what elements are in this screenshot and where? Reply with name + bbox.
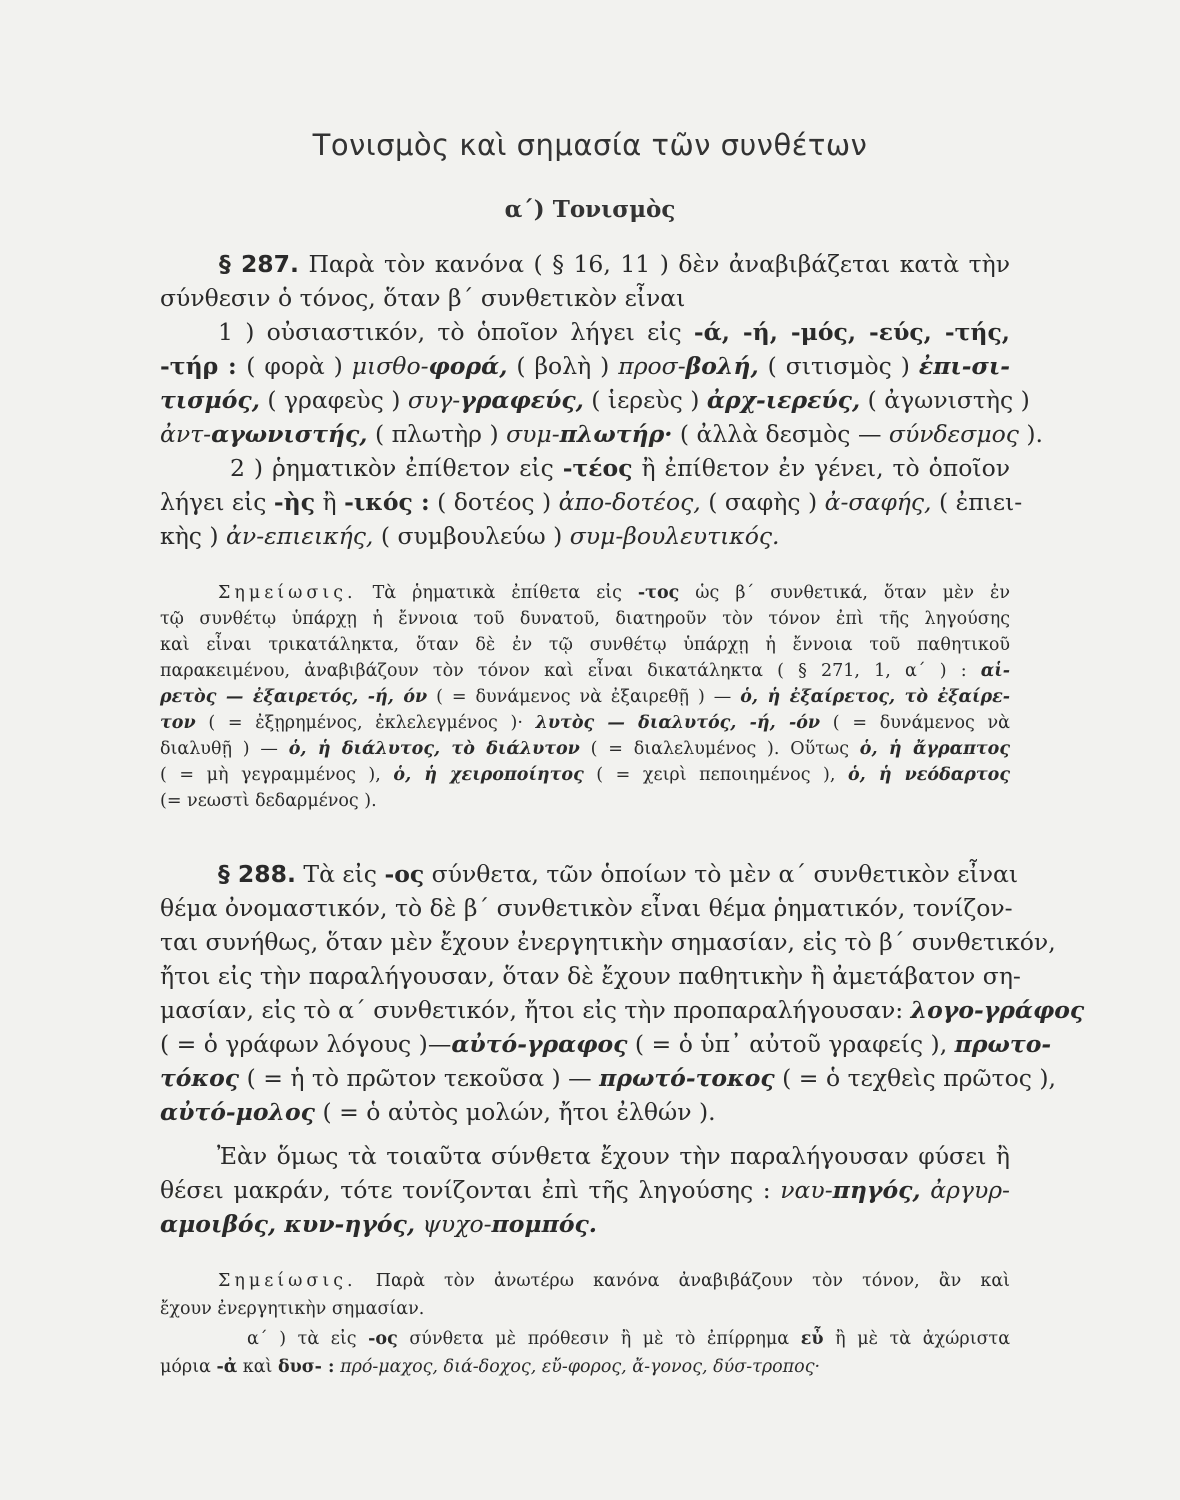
- s288-line-2: θέμα ὀνομαστικόν, τὸ δὲ β΄ συνθετικὸν εἶναι θέμα ῥηματικόν, τονίζον-: [160, 894, 1013, 922]
- s287-line-5: τισμός, ( γραφεὺς ) συγ-γραφεύς, ( ἱερεὺς ) ἀρχ-ιερεύς, ( ἀγωνιστὴς ): [160, 386, 1030, 414]
- s288-line-6: ( = ὁ γράφων λόγους )—αὐτό-γραφος ( = ὁ ὑπ᾽ αὐτοῦ γραφείς ), πρωτο-: [160, 1030, 1052, 1058]
- section-subtitle: α΄) Τονισμὸς: [504, 196, 676, 223]
- s287-line-6: ἀντ-αγωνιστής, ( πλωτὴρ ) συμ-πλωτήρ· ( ἀλλὰ δεσμὸς — σύνδεσμος ).: [160, 420, 1044, 448]
- s288-line-10: θέσει μακράν, τότε τονίζονται ἐπὶ τῆς ληγούσης : ναυ-πηγός, ἀργυρ-: [160, 1176, 1010, 1204]
- s287-line-1: § 287. Παρὰ τὸν κανόνα ( § 16, 11 ) δὲν ἀναβιβάζεται κατὰ τὴν: [219, 250, 1010, 278]
- page-title: Τονισμὸς καὶ σημασία τῶν συνθέτων: [312, 128, 868, 162]
- section-number: § 287.: [219, 250, 299, 278]
- note1-line-8: ( = μὴ γεγραμμένος ), ὁ, ἡ χειροποίητος ( = χειρὶ πεποιημένος ), ὁ, ἡ νεόδαρτος: [160, 765, 1010, 785]
- note1-line-4: παρακειμένου, ἀναβιβάζουν τὸν τόνον καὶ εἶναι δικατάληκτα ( § 271, 1, α΄ ) : αἱ-: [160, 661, 1010, 681]
- s288-line-8: αὐτό-μολος ( = ὁ αὐτὸς μολών, ἤτοι ἐλθών ).: [160, 1098, 716, 1126]
- section-number: § 288.: [218, 860, 296, 888]
- note2-line-1: Σημείωσις. Παρὰ τὸν ἀνωτέρω κανόνα ἀναβιβάζουν τὸν τόνον, ἂν καὶ: [218, 1271, 1010, 1291]
- note2-line-3: α΄ ) τὰ εἰς -ος σύνθετα μὲ πρόθεσιν ἢ μὲ τὸ ἐπίρρημα εὖ ἢ μὲ τὰ ἀχώριστα: [247, 1329, 1011, 1349]
- s287-line-8: λήγει εἰς -ὴς ἢ -ικός : ( δοτέος ) ἀπο-δοτέος, ( σαφὴς ) ἀ-σαφής, ( ἐπιει-: [160, 488, 1023, 516]
- s288-line-7: τόκος ( = ἡ τὸ πρῶτον τεκοῦσα ) — πρωτό-τοκος ( = ὁ τεχθεὶς πρῶτος ),: [160, 1064, 1056, 1092]
- s288-line-11: αμοιβός, κυν-ηγός, ψυχο-πομπός.: [160, 1210, 597, 1238]
- note1-line-7: διαλυθῇ ) — ὁ, ἡ διάλυτος, τὸ διάλυτον ( = διαλελυμένος ). Οὕτως ὁ, ἡ ἄγραπτος: [160, 739, 1010, 759]
- note1-line-6: τον ( = ἐξῃρημένος, ἐκλελεγμένος )· λυτὸς — διαλυτός, -ή, -όν ( = δυνάμενος νὰ: [160, 713, 1010, 733]
- s287-line-9: κὴς ) ἀν-επιεικής, ( συμβουλεύω ) συμ-βουλευτικός.: [160, 522, 780, 550]
- s288-line-5: μασίαν, εἰς τὸ α΄ συνθετικόν, ἤτοι εἰς τὴν προπαραλήγουσαν: λογο-γράφος: [160, 996, 1085, 1024]
- note2-line-4: μόρια -ἀ καὶ δυσ- : πρό-μαχος, διά-δοχος, εὔ-φορος, ἄ-γονος, δύσ-τροπος·: [160, 1357, 821, 1377]
- note-label: Σημείωσις.: [218, 1271, 357, 1291]
- s287-line-3: 1 ) οὐσιαστικόν, τὸ ὁποῖον λήγει εἰς -ά, -ή, -μός, -εύς, -τής,: [218, 318, 1010, 346]
- note1-line-1: Σημείωσις. Τὰ ῥηματικὰ ἐπίθετα εἰς -τος ὡς β΄ συνθετικά, ὅταν μὲν ἐν: [218, 583, 1010, 603]
- s287-line-4: -τήρ : ( φορὰ ) μισθο-φορά, ( βολὴ ) προσ-βολή, ( σιτισμὸς ) ἐπι-σι-: [160, 352, 1010, 380]
- s288-line-9: Ἐὰν ὅμως τὰ τοιαῦτα σύνθετα ἔχουν τὴν παραλήγουσαν φύσει ἢ: [217, 1142, 1010, 1170]
- note1-line-2: τῷ συνθέτῳ ὑπάρχῃ ἡ ἔννοια τοῦ δυνατοῦ, διατηροῦν τὸν τόνον ἐπὶ τῆς ληγούσης: [160, 609, 1010, 629]
- note1-line-5: ρετὸς — ἐξαιρετός, -ή, όν ( = δυνάμενος νὰ ἐξαιρεθῇ ) — ὁ, ἡ ἐξαίρετος, τὸ ἐξαίρε-: [160, 687, 1010, 707]
- note1-line-3: καὶ εἶναι τρικατάληκτα, ὅταν δὲ ἐν τῷ συνθέτῳ ὑπάρχῃ ἡ ἔννοια τοῦ παθητικοῦ: [160, 635, 1010, 655]
- note2-line-2: ἔχουν ἐνεργητικὴν σημασίαν.: [160, 1299, 425, 1319]
- s288-line-1: § 288. Τὰ εἰς -ος σύνθετα, τῶν ὁποίων τὸ μὲν α΄ συνθετικὸν εἶναι: [218, 860, 1019, 888]
- s288-line-4: ἤτοι εἰς τὴν παραλήγουσαν, ὅταν δὲ ἔχουν παθητικὴν ἢ ἀμετάβατον ση-: [160, 962, 1021, 990]
- s287-line-2: σύνθεσιν ὁ τόνος, ὅταν β΄ συνθετικὸν εἶναι: [160, 284, 686, 312]
- note1-line-9: (= νεωστὶ δεδαρμένος ).: [160, 791, 377, 811]
- s288-line-3: ται συνήθως, ὅταν μὲν ἔχουν ἐνεργητικὴν σημασίαν, εἰς τὸ β΄ συνθετικόν,: [160, 928, 1056, 956]
- s287-line-7: 2 ) ῥηματικὸν ἐπίθετον εἰς -τέος ἢ ἐπίθετον ἐν γένει, τὸ ὁποῖον: [230, 454, 1010, 482]
- note-label: Σημείωσις.: [218, 583, 357, 603]
